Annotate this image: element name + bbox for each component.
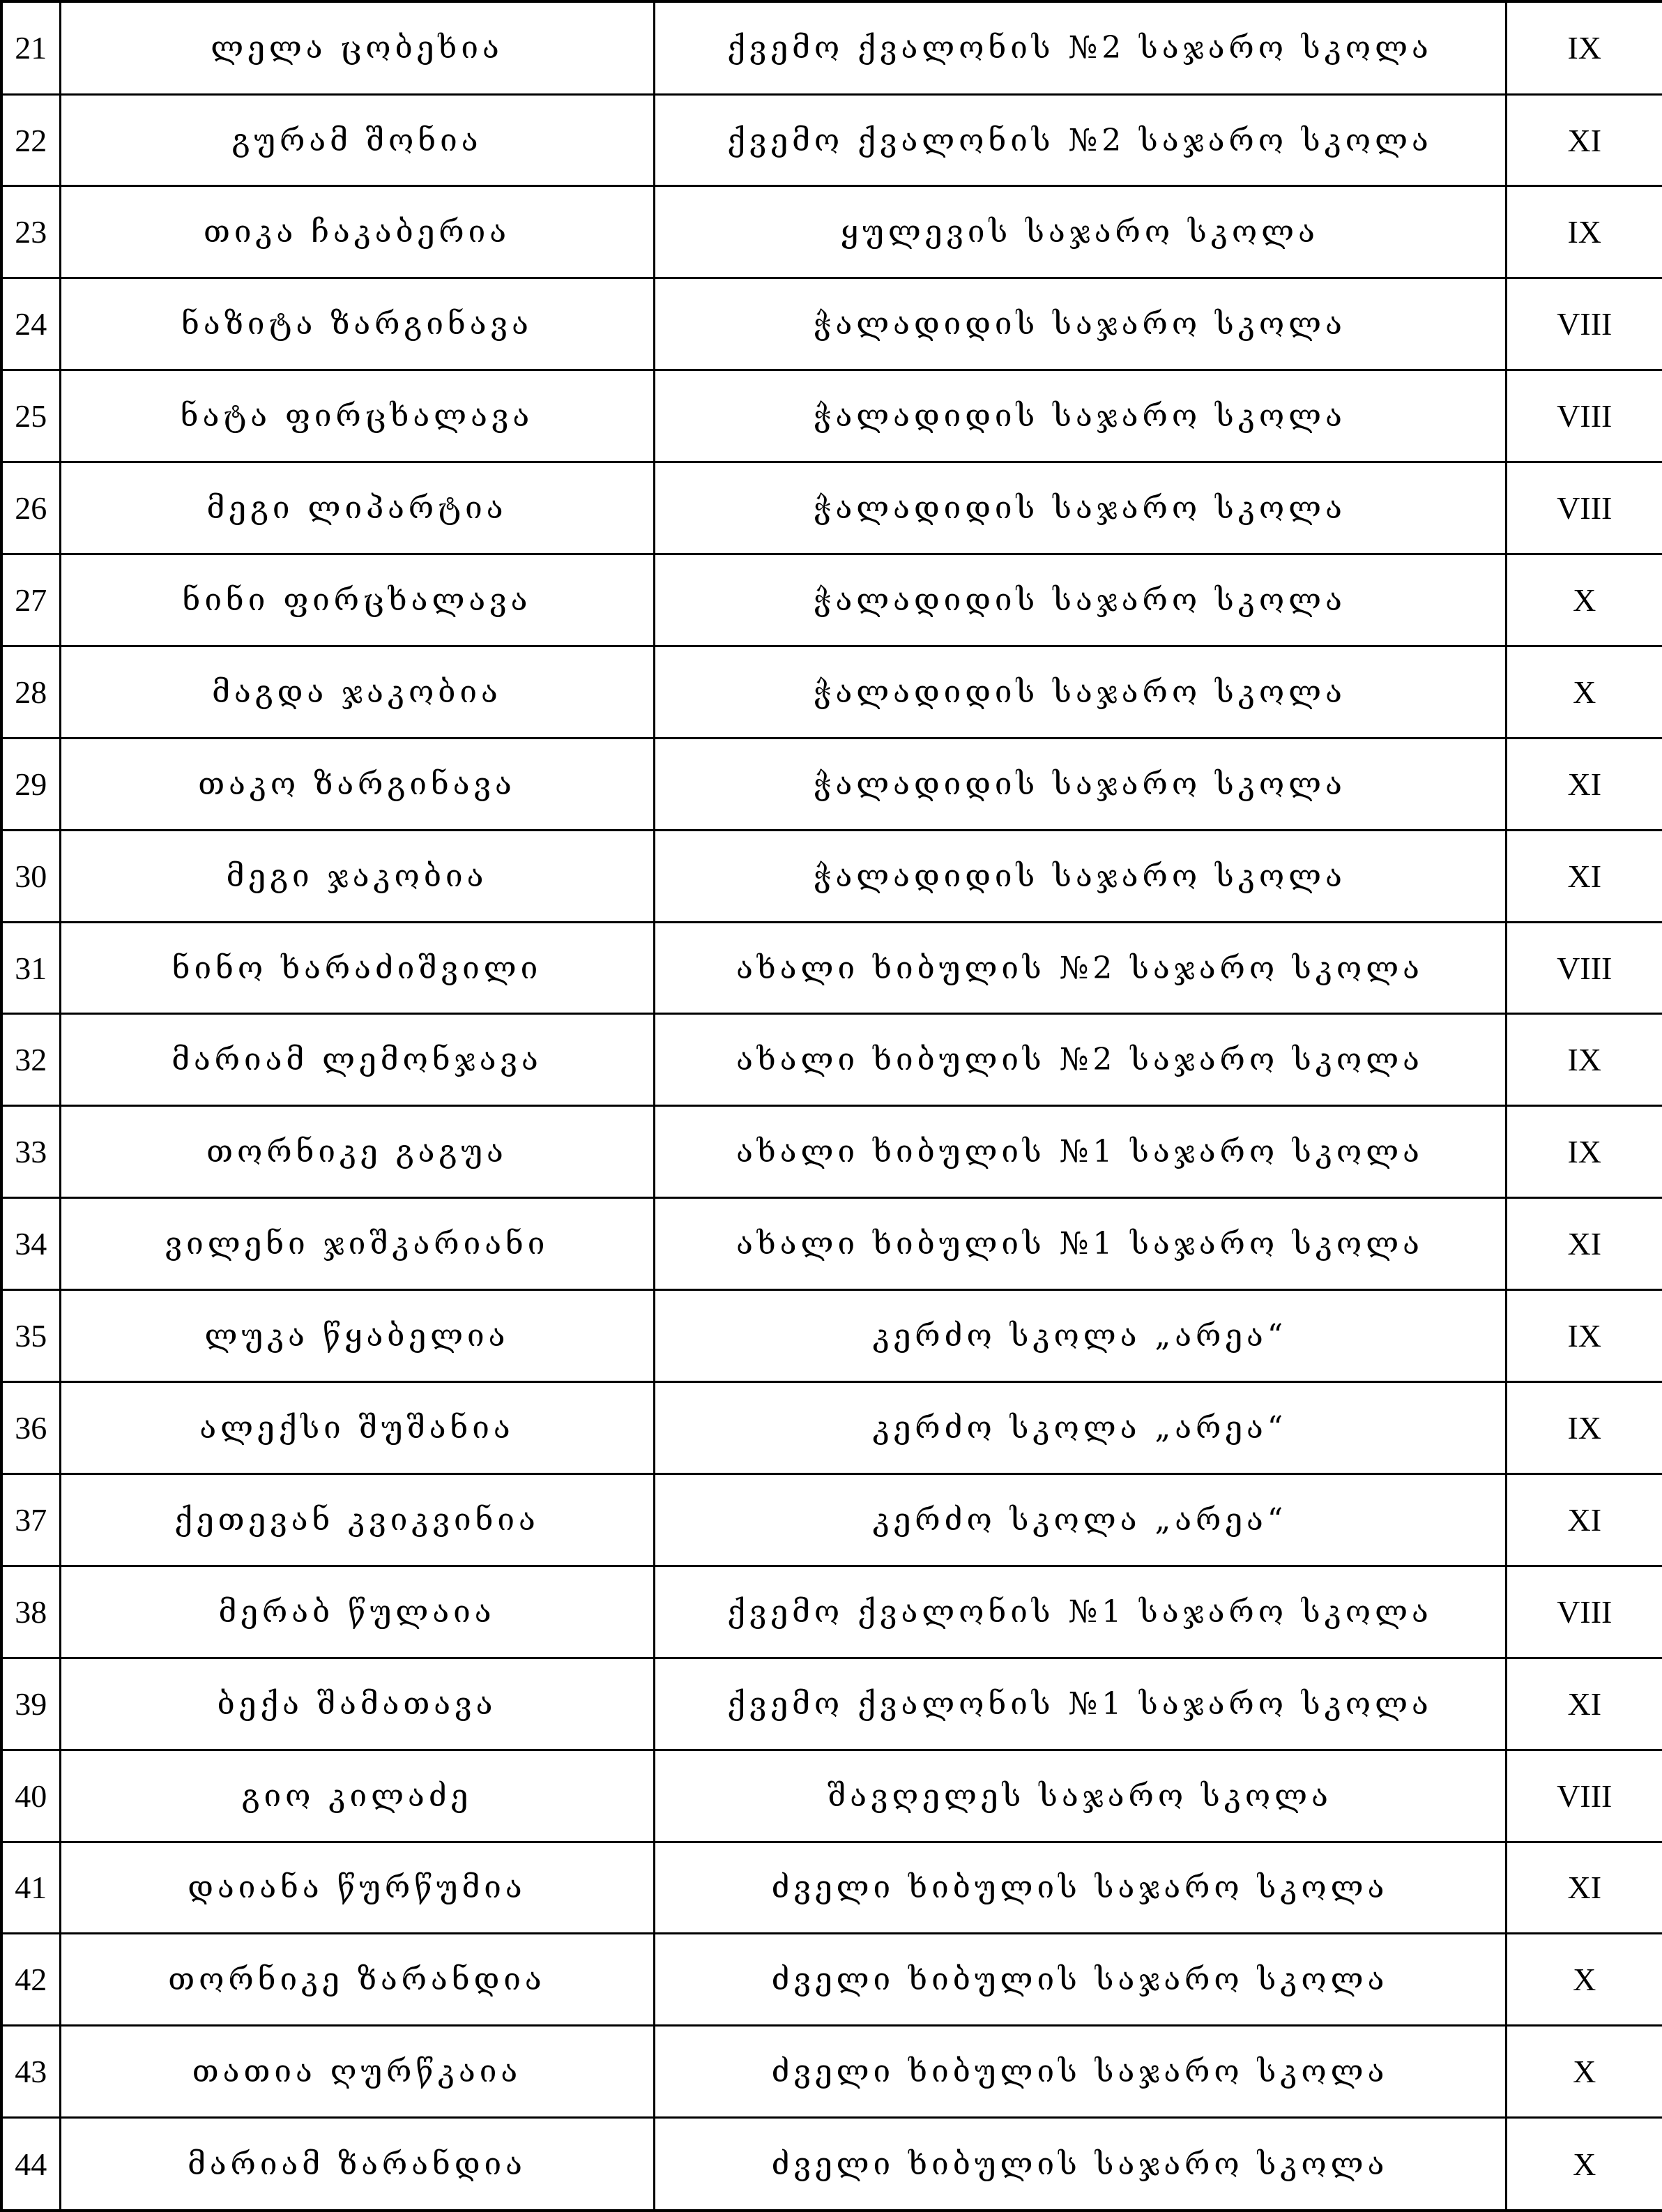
row-number-cell: 29 bbox=[1, 738, 60, 830]
school-name-cell: ჭალადიდის საჯარო სკოლა bbox=[654, 462, 1506, 554]
row-number-cell: 35 bbox=[1, 1290, 60, 1382]
table-row bbox=[1, 2118, 1662, 2211]
table-row bbox=[1, 462, 1662, 554]
table-row bbox=[1, 554, 1662, 646]
row-number-cell: 41 bbox=[1, 1842, 60, 1934]
row-number-cell: 26 bbox=[1, 462, 60, 554]
student-name-cell: დაიანა წურწუმია bbox=[60, 1842, 654, 1934]
table-row bbox=[1, 1566, 1662, 1658]
school-name-cell: ჭალადიდის საჯარო სკოლა bbox=[654, 738, 1506, 830]
table-row bbox=[1, 922, 1662, 1014]
table-row bbox=[1, 370, 1662, 462]
grade-cell: XI bbox=[1506, 738, 1662, 830]
grade-cell: VIII bbox=[1506, 922, 1662, 1014]
table-row bbox=[1, 1198, 1662, 1290]
grade-cell: VIII bbox=[1506, 1566, 1662, 1658]
row-number-cell: 40 bbox=[1, 1750, 60, 1842]
row-number-cell: 43 bbox=[1, 2026, 60, 2118]
table-row bbox=[1, 1, 1662, 94]
table-row bbox=[1, 646, 1662, 738]
grade-cell: IX bbox=[1506, 186, 1662, 278]
school-name-cell: კერძო სკოლა „არეა“ bbox=[654, 1382, 1506, 1474]
school-name-cell: შავღელეს საჯარო სკოლა bbox=[654, 1750, 1506, 1842]
row-number-cell: 25 bbox=[1, 370, 60, 462]
table-row bbox=[1, 2026, 1662, 2118]
row-number-cell: 37 bbox=[1, 1474, 60, 1566]
grade-cell: XI bbox=[1506, 1658, 1662, 1750]
student-name-cell: ნატა ფირცხალავა bbox=[60, 370, 654, 462]
student-name-cell: გურამ შონია bbox=[60, 94, 654, 186]
grade-cell: X bbox=[1506, 2118, 1662, 2211]
table-row bbox=[1, 1014, 1662, 1106]
school-name-cell: ახალი ხიბულის №2 საჯარო სკოლა bbox=[654, 922, 1506, 1014]
table-row bbox=[1, 1842, 1662, 1934]
school-name-cell: ჭალადიდის საჯარო სკოლა bbox=[654, 370, 1506, 462]
table-row bbox=[1, 1658, 1662, 1750]
grade-cell: VIII bbox=[1506, 1750, 1662, 1842]
table-row bbox=[1, 1382, 1662, 1474]
school-name-cell: ძველი ხიბულის საჯარო სკოლა bbox=[654, 2026, 1506, 2118]
student-name-cell: ვილენი ჯიშკარიანი bbox=[60, 1198, 654, 1290]
grade-cell: X bbox=[1506, 554, 1662, 646]
grade-cell: XI bbox=[1506, 1842, 1662, 1934]
table-row bbox=[1, 94, 1662, 186]
student-name-cell: ლელა ცობეხია bbox=[60, 1, 654, 94]
student-name-cell: ნინი ფირცხალავა bbox=[60, 554, 654, 646]
table-row bbox=[1, 1474, 1662, 1566]
school-name-cell: ჭალადიდის საჯარო სკოლა bbox=[654, 554, 1506, 646]
table-row bbox=[1, 738, 1662, 830]
row-number-cell: 34 bbox=[1, 1198, 60, 1290]
grade-cell: X bbox=[1506, 2026, 1662, 2118]
school-name-cell: კერძო სკოლა „არეა“ bbox=[654, 1290, 1506, 1382]
student-name-cell: ქეთევან კვიკვინია bbox=[60, 1474, 654, 1566]
grade-cell: IX bbox=[1506, 1014, 1662, 1106]
student-name-cell: გიო კილაძე bbox=[60, 1750, 654, 1842]
grade-cell: XI bbox=[1506, 830, 1662, 922]
row-number-cell: 33 bbox=[1, 1106, 60, 1198]
participants-table-body bbox=[1, 1, 1662, 2211]
student-name-cell: მერაბ წულაია bbox=[60, 1566, 654, 1658]
student-name-cell: თათია ღურწკაია bbox=[60, 2026, 654, 2118]
row-number-cell: 24 bbox=[1, 278, 60, 370]
row-number-cell: 31 bbox=[1, 922, 60, 1014]
student-name-cell: მარიამ ზარანდია bbox=[60, 2118, 654, 2211]
row-number-cell: 42 bbox=[1, 1934, 60, 2026]
student-name-cell: მეგი ლიპარტია bbox=[60, 462, 654, 554]
grade-cell: X bbox=[1506, 1934, 1662, 2026]
school-name-cell: ჭალადიდის საჯარო სკოლა bbox=[654, 646, 1506, 738]
grade-cell: IX bbox=[1506, 1290, 1662, 1382]
row-number-cell: 36 bbox=[1, 1382, 60, 1474]
school-name-cell: ძველი ხიბულის საჯარო სკოლა bbox=[654, 1842, 1506, 1934]
school-name-cell: ქვემო ქვალონის №1 საჯარო სკოლა bbox=[654, 1566, 1506, 1658]
student-name-cell: მარიამ ლემონჯავა bbox=[60, 1014, 654, 1106]
school-name-cell: ჭალადიდის საჯარო სკოლა bbox=[654, 278, 1506, 370]
grade-cell: XI bbox=[1506, 1198, 1662, 1290]
row-number-cell: 38 bbox=[1, 1566, 60, 1658]
student-name-cell: თიკა ჩაკაბერია bbox=[60, 186, 654, 278]
grade-cell: XI bbox=[1506, 1474, 1662, 1566]
grade-cell: VIII bbox=[1506, 462, 1662, 554]
school-name-cell: ქვემო ქვალონის №1 საჯარო სკოლა bbox=[654, 1658, 1506, 1750]
grade-cell: IX bbox=[1506, 1382, 1662, 1474]
row-number-cell: 32 bbox=[1, 1014, 60, 1106]
student-name-cell: მაგდა ჯაკობია bbox=[60, 646, 654, 738]
table-row bbox=[1, 830, 1662, 922]
school-name-cell: ახალი ხიბულის №1 საჯარო სკოლა bbox=[654, 1198, 1506, 1290]
student-name-cell: თორნიკე ზარანდია bbox=[60, 1934, 654, 2026]
row-number-cell: 44 bbox=[1, 2118, 60, 2211]
row-number-cell: 30 bbox=[1, 830, 60, 922]
student-name-cell: თაკო ზარგინავა bbox=[60, 738, 654, 830]
row-number-cell: 39 bbox=[1, 1658, 60, 1750]
school-name-cell: ჭალადიდის საჯარო სკოლა bbox=[654, 830, 1506, 922]
school-name-cell: ძველი ხიბულის საჯარო სკოლა bbox=[654, 2118, 1506, 2211]
student-name-cell: ალექსი შუშანია bbox=[60, 1382, 654, 1474]
school-name-cell: ახალი ხიბულის №2 საჯარო სკოლა bbox=[654, 1014, 1506, 1106]
student-name-cell: თორნიკე გაგუა bbox=[60, 1106, 654, 1198]
grade-cell: IX bbox=[1506, 1, 1662, 94]
school-name-cell: კერძო სკოლა „არეა“ bbox=[654, 1474, 1506, 1566]
student-name-cell: ნინო ხარაძიშვილი bbox=[60, 922, 654, 1014]
school-name-cell: ქვემო ქვალონის №2 საჯარო სკოლა bbox=[654, 94, 1506, 186]
school-name-cell: ძველი ხიბულის საჯარო სკოლა bbox=[654, 1934, 1506, 2026]
school-name-cell: ახალი ხიბულის №1 საჯარო სკოლა bbox=[654, 1106, 1506, 1198]
student-name-cell: ნაზიტა ზარგინავა bbox=[60, 278, 654, 370]
grade-cell: IX bbox=[1506, 1106, 1662, 1198]
student-name-cell: ლუკა წყაბელია bbox=[60, 1290, 654, 1382]
grade-cell: VIII bbox=[1506, 370, 1662, 462]
student-name-cell: ბექა შამათავა bbox=[60, 1658, 654, 1750]
table-row bbox=[1, 186, 1662, 278]
table-row bbox=[1, 1934, 1662, 2026]
table-row bbox=[1, 1750, 1662, 1842]
school-name-cell: ქვემო ქვალონის №2 საჯარო სკოლა bbox=[654, 1, 1506, 94]
grade-cell: X bbox=[1506, 646, 1662, 738]
grade-cell: XI bbox=[1506, 94, 1662, 186]
school-name-cell: ყულევის საჯარო სკოლა bbox=[654, 186, 1506, 278]
grade-cell: VIII bbox=[1506, 278, 1662, 370]
row-number-cell: 22 bbox=[1, 94, 60, 186]
table-row bbox=[1, 1106, 1662, 1198]
row-number-cell: 28 bbox=[1, 646, 60, 738]
row-number-cell: 23 bbox=[1, 186, 60, 278]
table-row bbox=[1, 1290, 1662, 1382]
row-number-cell: 27 bbox=[1, 554, 60, 646]
student-name-cell: მეგი ჯაკობია bbox=[60, 830, 654, 922]
row-number-cell: 21 bbox=[1, 1, 60, 94]
table-row bbox=[1, 278, 1662, 370]
